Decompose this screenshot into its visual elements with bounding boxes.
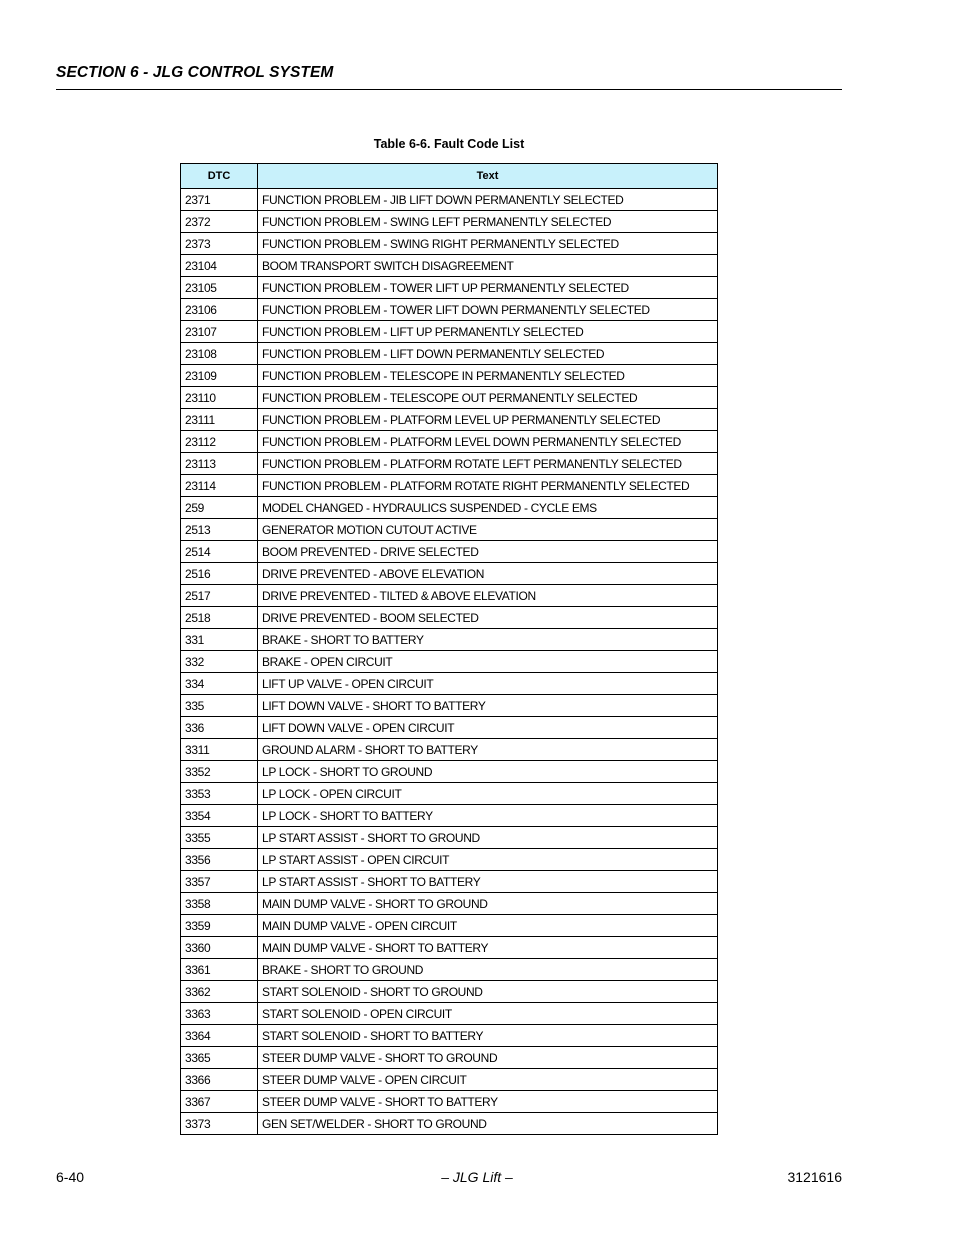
table-row xyxy=(181,255,718,277)
column-header-text: Text xyxy=(258,164,718,189)
fault-text-cell: FUNCTION PROBLEM - PLATFORM LEVEL UP PERMANENTLY SELECTED xyxy=(258,409,718,431)
fault-text-cell: BRAKE - SHORT TO GROUND xyxy=(258,959,718,981)
fault-text-cell: FUNCTION PROBLEM - JIB LIFT DOWN PERMANENTLY SELECTED xyxy=(258,189,718,211)
table-row xyxy=(181,959,718,981)
table-row xyxy=(181,541,718,563)
fault-text-cell: LIFT DOWN VALVE - OPEN CIRCUIT xyxy=(258,717,718,739)
fault-text-cell: MAIN DUMP VALVE - SHORT TO GROUND xyxy=(258,893,718,915)
dtc-cell: 23106 xyxy=(181,299,258,321)
dtc-cell: 2513 xyxy=(181,519,258,541)
table-body xyxy=(181,189,718,1135)
table-row xyxy=(181,739,718,761)
dtc-cell: 3356 xyxy=(181,849,258,871)
fault-text-cell: START SOLENOID - SHORT TO BATTERY xyxy=(258,1025,718,1047)
dtc-cell: 335 xyxy=(181,695,258,717)
table-row xyxy=(181,673,718,695)
fault-text-cell: LP LOCK - SHORT TO BATTERY xyxy=(258,805,718,827)
fault-text-cell: FUNCTION PROBLEM - TOWER LIFT DOWN PERMANENTLY SELECTED xyxy=(258,299,718,321)
fault-text-cell: BRAKE - OPEN CIRCUIT xyxy=(258,651,718,673)
dtc-cell: 23107 xyxy=(181,321,258,343)
dtc-cell: 3373 xyxy=(181,1113,258,1135)
table-row xyxy=(181,519,718,541)
dtc-cell: 23105 xyxy=(181,277,258,299)
fault-text-cell: START SOLENOID - SHORT TO GROUND xyxy=(258,981,718,1003)
dtc-cell: 334 xyxy=(181,673,258,695)
dtc-cell: 3359 xyxy=(181,915,258,937)
dtc-cell: 3366 xyxy=(181,1069,258,1091)
table-row xyxy=(181,453,718,475)
table-row xyxy=(181,321,718,343)
dtc-cell: 23104 xyxy=(181,255,258,277)
table-row xyxy=(181,277,718,299)
dtc-cell: 3311 xyxy=(181,739,258,761)
table-row xyxy=(181,211,718,233)
fault-text-cell: FUNCTION PROBLEM - PLATFORM ROTATE LEFT PERMANENTLY SELECTED xyxy=(258,453,718,475)
fault-text-cell: FUNCTION PROBLEM - PLATFORM ROTATE RIGHT PERMANENTLY SELECTED xyxy=(258,475,718,497)
dtc-cell: 23108 xyxy=(181,343,258,365)
fault-text-cell: LIFT DOWN VALVE - SHORT TO BATTERY xyxy=(258,695,718,717)
fault-text-cell: FUNCTION PROBLEM - LIFT UP PERMANENTLY SELECTED xyxy=(258,321,718,343)
dtc-cell: 3362 xyxy=(181,981,258,1003)
table-row xyxy=(181,365,718,387)
table-row xyxy=(181,827,718,849)
dtc-cell: 331 xyxy=(181,629,258,651)
dtc-cell: 336 xyxy=(181,717,258,739)
fault-text-cell: LP LOCK - SHORT TO GROUND xyxy=(258,761,718,783)
table-row xyxy=(181,805,718,827)
fault-text-cell: GEN SET/WELDER - SHORT TO GROUND xyxy=(258,1113,718,1135)
fault-code-table xyxy=(180,163,718,1135)
fault-text-cell: STEER DUMP VALVE - SHORT TO GROUND xyxy=(258,1047,718,1069)
dtc-cell: 2372 xyxy=(181,211,258,233)
dtc-cell: 259 xyxy=(181,497,258,519)
dtc-cell: 23113 xyxy=(181,453,258,475)
fault-text-cell: FUNCTION PROBLEM - TELESCOPE OUT PERMANENTLY SELECTED xyxy=(258,387,718,409)
table-row xyxy=(181,1069,718,1091)
table-row xyxy=(181,1003,718,1025)
fault-text-cell: FUNCTION PROBLEM - SWING LEFT PERMANENTLY SELECTED xyxy=(258,211,718,233)
dtc-cell: 3365 xyxy=(181,1047,258,1069)
table-header-row xyxy=(181,164,718,189)
dtc-cell: 2517 xyxy=(181,585,258,607)
dtc-cell: 23111 xyxy=(181,409,258,431)
table-row xyxy=(181,387,718,409)
table-row xyxy=(181,981,718,1003)
fault-text-cell: STEER DUMP VALVE - SHORT TO BATTERY xyxy=(258,1091,718,1113)
dtc-cell: 3352 xyxy=(181,761,258,783)
fault-text-cell: LP START ASSIST - OPEN CIRCUIT xyxy=(258,849,718,871)
table-row xyxy=(181,915,718,937)
footer-publisher: – JLG Lift – xyxy=(441,1169,513,1185)
dtc-cell: 3360 xyxy=(181,937,258,959)
section-title: SECTION 6 - JLG CONTROL SYSTEM xyxy=(56,64,334,81)
table-row xyxy=(181,299,718,321)
fault-text-cell: GROUND ALARM - SHORT TO BATTERY xyxy=(258,739,718,761)
table-row xyxy=(181,475,718,497)
table-row xyxy=(181,585,718,607)
dtc-cell: 2518 xyxy=(181,607,258,629)
fault-text-cell: BOOM PREVENTED - DRIVE SELECTED xyxy=(258,541,718,563)
dtc-cell: 23112 xyxy=(181,431,258,453)
fault-text-cell: GENERATOR MOTION CUTOUT ACTIVE xyxy=(258,519,718,541)
table-row xyxy=(181,783,718,805)
table-caption: Table 6-6. Fault Code List xyxy=(373,137,525,151)
table-row xyxy=(181,607,718,629)
column-header-dtc: DTC xyxy=(181,164,258,189)
fault-text-cell: STEER DUMP VALVE - OPEN CIRCUIT xyxy=(258,1069,718,1091)
table-row xyxy=(181,651,718,673)
dtc-cell: 3367 xyxy=(181,1091,258,1113)
page-number: 6-40 xyxy=(56,1169,85,1185)
dtc-cell: 3364 xyxy=(181,1025,258,1047)
dtc-cell: 3355 xyxy=(181,827,258,849)
table-row xyxy=(181,233,718,255)
dtc-cell: 2373 xyxy=(181,233,258,255)
table-row xyxy=(181,189,718,211)
table-row xyxy=(181,871,718,893)
fault-text-cell: LP LOCK - OPEN CIRCUIT xyxy=(258,783,718,805)
fault-text-cell: DRIVE PREVENTED - ABOVE ELEVATION xyxy=(258,563,718,585)
fault-text-cell: FUNCTION PROBLEM - TELESCOPE IN PERMANENTLY SELECTED xyxy=(258,365,718,387)
table-row xyxy=(181,1025,718,1047)
fault-text-cell: MAIN DUMP VALVE - OPEN CIRCUIT xyxy=(258,915,718,937)
dtc-cell: 3363 xyxy=(181,1003,258,1025)
table-row xyxy=(181,761,718,783)
document-number: 3121616 xyxy=(787,1169,842,1185)
table-row xyxy=(181,409,718,431)
fault-text-cell: BRAKE - SHORT TO BATTERY xyxy=(258,629,718,651)
fault-text-cell: MAIN DUMP VALVE - SHORT TO BATTERY xyxy=(258,937,718,959)
table-row xyxy=(181,431,718,453)
table-row xyxy=(181,1113,718,1135)
table-row xyxy=(181,343,718,365)
dtc-cell: 2514 xyxy=(181,541,258,563)
table-row xyxy=(181,629,718,651)
fault-text-cell: LP START ASSIST - SHORT TO BATTERY xyxy=(258,871,718,893)
table-row xyxy=(181,563,718,585)
fault-text-cell: FUNCTION PROBLEM - TOWER LIFT UP PERMANENTLY SELECTED xyxy=(258,277,718,299)
dtc-cell: 23110 xyxy=(181,387,258,409)
table-row xyxy=(181,849,718,871)
fault-text-cell: DRIVE PREVENTED - BOOM SELECTED xyxy=(258,607,718,629)
table-row xyxy=(181,1091,718,1113)
dtc-cell: 2516 xyxy=(181,563,258,585)
dtc-cell: 3354 xyxy=(181,805,258,827)
table-row xyxy=(181,1047,718,1069)
table-row xyxy=(181,937,718,959)
fault-text-cell: FUNCTION PROBLEM - PLATFORM LEVEL DOWN PERMANENTLY SELECTED xyxy=(258,431,718,453)
dtc-cell: 332 xyxy=(181,651,258,673)
fault-text-cell: FUNCTION PROBLEM - LIFT DOWN PERMANENTLY SELECTED xyxy=(258,343,718,365)
dtc-cell: 2371 xyxy=(181,189,258,211)
dtc-cell: 23114 xyxy=(181,475,258,497)
fault-text-cell: START SOLENOID - OPEN CIRCUIT xyxy=(258,1003,718,1025)
fault-text-cell: DRIVE PREVENTED - TILTED & ABOVE ELEVATION xyxy=(258,585,718,607)
fault-text-cell: BOOM TRANSPORT SWITCH DISAGREEMENT xyxy=(258,255,718,277)
fault-text-cell: MODEL CHANGED - HYDRAULICS SUSPENDED - CYCLE EMS xyxy=(258,497,718,519)
dtc-cell: 3353 xyxy=(181,783,258,805)
dtc-cell: 3358 xyxy=(181,893,258,915)
fault-text-cell: LIFT UP VALVE - OPEN CIRCUIT xyxy=(258,673,718,695)
table-row xyxy=(181,717,718,739)
header-divider xyxy=(56,89,842,90)
dtc-cell: 3357 xyxy=(181,871,258,893)
table-row xyxy=(181,695,718,717)
dtc-cell: 23109 xyxy=(181,365,258,387)
table-row xyxy=(181,893,718,915)
dtc-cell: 3361 xyxy=(181,959,258,981)
table-row xyxy=(181,497,718,519)
fault-text-cell: FUNCTION PROBLEM - SWING RIGHT PERMANENTLY SELECTED xyxy=(258,233,718,255)
fault-text-cell: LP START ASSIST - SHORT TO GROUND xyxy=(258,827,718,849)
